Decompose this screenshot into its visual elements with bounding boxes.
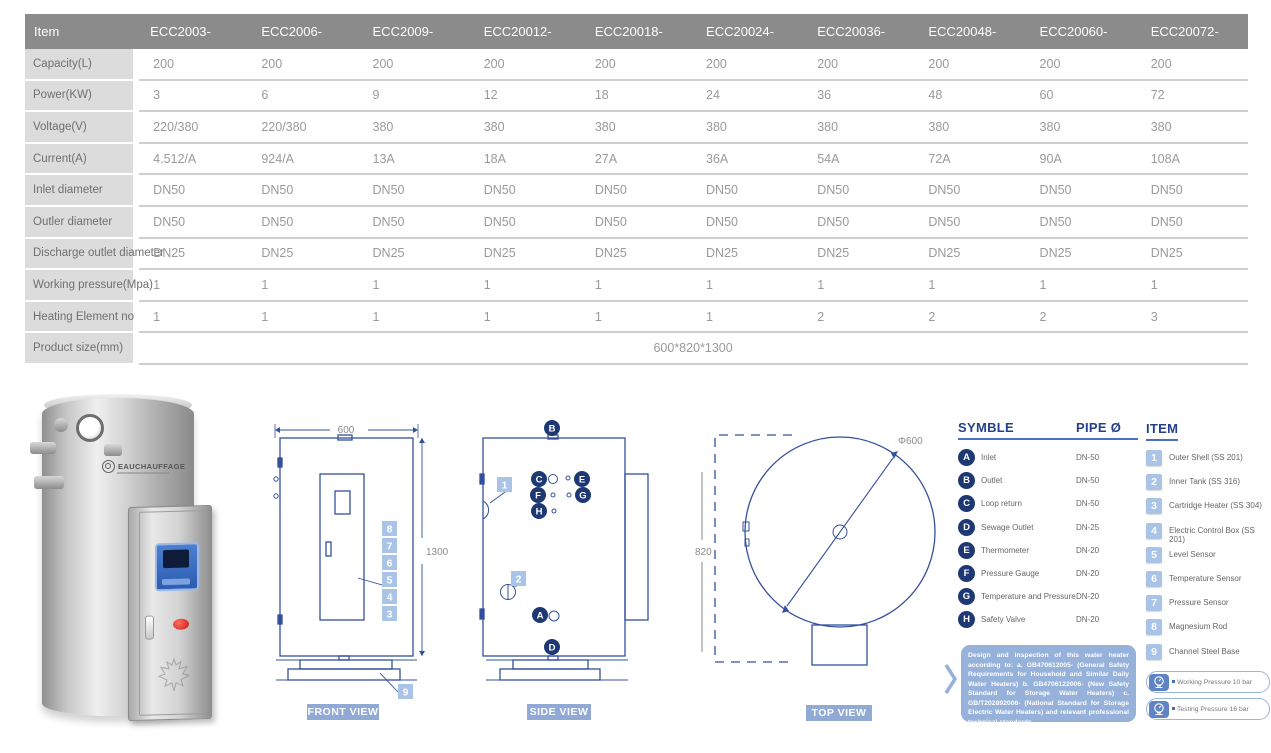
- symbol-legend: [958, 420, 1144, 635]
- table-cell: DN25: [1039, 246, 1072, 261]
- table-cell: 1: [706, 277, 713, 292]
- table-cell: 1: [372, 309, 380, 324]
- symbol-badge: C: [958, 495, 975, 512]
- table-cell: 1: [928, 277, 936, 292]
- legend-symbol-row: [958, 611, 1076, 634]
- table-cell: 72: [1150, 88, 1165, 103]
- table-cell: 1: [483, 309, 491, 324]
- table-cell: DN50: [1039, 183, 1072, 198]
- table-cell: 200: [153, 56, 175, 71]
- legend-symbol-row: [958, 519, 1076, 542]
- table-cell: DN50: [261, 183, 294, 198]
- table-cell: 600*820*1300: [653, 341, 733, 356]
- table-row: [25, 206, 1248, 238]
- table-row: [25, 332, 1248, 364]
- pressure-badge-label: Working Pressure 10 bar: [1172, 679, 1252, 686]
- note-chevron-icon: [944, 663, 958, 695]
- symbol-label: Pressure Gauge: [981, 568, 1040, 578]
- spec-table: [25, 14, 1248, 365]
- table-cell: DN25: [594, 246, 627, 261]
- col-header-model: ECC20018-: [594, 24, 663, 39]
- table-row: [25, 143, 1248, 175]
- table-cell: 4.512/A: [153, 151, 197, 166]
- port-F: F: [535, 490, 541, 502]
- item-label: Outer Shell (SS 201): [1169, 453, 1243, 462]
- symbol-label: Outlet: [981, 476, 1003, 486]
- item-number-chip: 2: [1146, 474, 1162, 490]
- brand-name: EAUCHAUFFAGE: [118, 462, 186, 471]
- table-row: [25, 174, 1248, 206]
- legend-symbol-row: [958, 542, 1076, 565]
- table-cell: 380: [706, 119, 727, 134]
- legend-symbol-row: [958, 472, 1076, 495]
- table-cell: 1: [594, 277, 602, 292]
- table-cell: 1: [817, 277, 825, 292]
- item-label: Inner Tank (SS 316): [1169, 477, 1241, 487]
- table-cell: DN50: [817, 214, 850, 229]
- table-cell: 2: [928, 309, 936, 324]
- item-label: Cartridge Heater (SS 304): [1169, 501, 1262, 511]
- pressure-badge: [1146, 698, 1270, 720]
- table-cell: DN25: [483, 246, 516, 261]
- row-label: Current(A): [25, 143, 136, 175]
- table-cell: DN50: [817, 183, 850, 198]
- callout-6: 6: [386, 557, 393, 570]
- side-port-markers: [530, 420, 591, 655]
- item-number-chip: 7: [1146, 595, 1162, 611]
- table-cell: 54A: [817, 151, 840, 166]
- table-cell: 60: [1039, 88, 1054, 103]
- table-cell: 1: [706, 309, 713, 324]
- table-header-row: [25, 14, 1248, 49]
- table-cell: 72A: [928, 151, 951, 166]
- pipe-value: DN-20: [1076, 615, 1100, 625]
- symbol-badge: G: [958, 588, 975, 605]
- table-cell: 380: [1039, 119, 1061, 134]
- table-cell: DN50: [153, 183, 186, 198]
- callout-5: 5: [386, 574, 393, 587]
- table-cell: DN25: [706, 246, 738, 261]
- pressure-badge: [1146, 671, 1270, 693]
- table-cell: 1: [594, 309, 602, 324]
- control-display: [155, 542, 199, 591]
- table-cell: 924/A: [261, 151, 295, 166]
- pipe-value: DN-20: [1076, 545, 1100, 555]
- item-label: Pressure Sensor: [1169, 598, 1229, 608]
- symbol-badge: A: [958, 449, 975, 466]
- symbol-label: Inlet: [981, 453, 997, 462]
- table-cell: 108A: [1150, 151, 1180, 166]
- legend-item-row: [1146, 450, 1270, 474]
- legend-item-row: [1146, 619, 1270, 643]
- pipe-fitting-icon: [34, 476, 64, 489]
- maple-leaf-icon: [157, 656, 191, 693]
- col-header-model: ECC20012-: [483, 24, 552, 39]
- symbol-label: Safety Valve: [981, 615, 1026, 625]
- table-cell: 3: [153, 88, 161, 103]
- legend-symbol-row: [958, 588, 1076, 611]
- symbol-badge: H: [958, 611, 975, 628]
- table-cell: 380: [817, 119, 839, 134]
- front-view-label: FRONT VIEW: [307, 706, 379, 718]
- gauge-icon: [1149, 674, 1169, 691]
- display-screen: [163, 550, 189, 569]
- table-cell: 200: [1039, 56, 1061, 71]
- pipe-value: DN-20: [1076, 568, 1100, 578]
- table-cell: DN50: [483, 214, 516, 229]
- front-callout-chips: [382, 521, 413, 699]
- table-cell: 1: [483, 277, 491, 292]
- table-row: [25, 301, 1248, 333]
- side-callout-chips: [497, 477, 526, 586]
- table-cell: DN50: [372, 183, 405, 198]
- table-cell: 18A: [483, 151, 506, 166]
- legend-item-row: [1146, 474, 1270, 498]
- legend-item-row: [1146, 523, 1270, 547]
- table-cell: 200: [483, 56, 505, 71]
- table-cell: DN50: [261, 214, 294, 229]
- symbol-label: Thermometer: [981, 545, 1030, 555]
- table-cell: DN25: [261, 246, 294, 261]
- port-E: E: [578, 474, 586, 486]
- legend-item-row: [1146, 571, 1270, 595]
- standards-note: Design and inspection of this water heater according to: a. GB470612005- (General Safety Requirements for Household and Similar Daily Water Heaters) b. GB4706122006- (New Safety Standard for Storage Water Heaters) c. GB/T202892006- (National Standard for Storage Electric Water Heaters) and relevant professional technical standards.: [961, 645, 1136, 722]
- col-header-model: ECC2009-: [372, 24, 434, 39]
- table-cell: 200: [1150, 56, 1172, 71]
- table-cell: DN50: [153, 214, 186, 229]
- table-cell: 200: [261, 56, 283, 71]
- table-cell: 18: [594, 88, 609, 103]
- table-cell: 1: [1039, 277, 1047, 292]
- symbol-badge: E: [958, 542, 975, 559]
- table-cell: 27A: [594, 151, 618, 166]
- row-label: Power(KW): [25, 80, 136, 112]
- table-cell: 380: [928, 119, 950, 134]
- symbol-label: Temperature and Pressure: [981, 592, 1076, 602]
- pressure-badges: [1146, 671, 1270, 720]
- symble-heading: SYMBLE: [958, 420, 1076, 440]
- table-cell: DN25: [153, 246, 186, 261]
- display-buttons: [162, 578, 190, 585]
- port-B: B: [548, 423, 556, 435]
- table-cell: DN25: [1150, 246, 1183, 261]
- port-C: C: [535, 474, 543, 486]
- callout-8: 8: [386, 523, 393, 536]
- item-number-chip: 5: [1146, 547, 1162, 563]
- item-label: Channel Steel Base: [1169, 646, 1240, 656]
- legend-item-row: [1146, 547, 1270, 571]
- table-cell: 1: [1150, 277, 1158, 292]
- table-cell: DN25: [817, 246, 850, 261]
- symbol-badge: D: [958, 519, 975, 536]
- pipe-fitting-icon: [104, 444, 122, 456]
- side-view-drawing: [478, 412, 683, 697]
- col-header-item: Item: [34, 24, 60, 39]
- item-label: Magnesium Rod: [1169, 622, 1228, 632]
- col-header-model: ECC20036-: [817, 24, 886, 39]
- table-cell: DN50: [372, 214, 405, 229]
- row-label: Voltage(V): [25, 111, 136, 143]
- col-header-model: ECC20060-: [1039, 24, 1108, 39]
- legend-symbol-row: [958, 449, 1076, 472]
- col-header-model: ECC20072-: [1150, 24, 1219, 39]
- pipe-value: DN-25: [1076, 522, 1100, 532]
- table-cell: DN50: [706, 183, 738, 198]
- legend-item-row: [1146, 498, 1270, 522]
- table-cell: 380: [594, 119, 616, 134]
- table-cell: 220/380: [261, 119, 307, 134]
- table-cell: 200: [372, 56, 394, 71]
- col-header-model: ECC20024-: [706, 24, 774, 39]
- table-cell: 12: [483, 88, 498, 103]
- table-row: [25, 238, 1248, 270]
- row-label: Heating Element no: [25, 301, 136, 333]
- table-row: [25, 269, 1248, 301]
- table-cell: 1: [261, 277, 269, 292]
- item-number-chip: 3: [1146, 498, 1162, 514]
- callout-3: 3: [386, 608, 393, 621]
- top-diameter-dim: Φ600: [898, 436, 923, 447]
- table-row: [25, 80, 1248, 112]
- row-label: Product size(mm): [25, 332, 136, 364]
- col-header-model: ECC2003-: [150, 24, 211, 39]
- table-cell: DN50: [594, 214, 627, 229]
- item-number-chip: 8: [1146, 619, 1162, 635]
- pipe-value: DN-50: [1076, 453, 1100, 462]
- pipe-value: DN-20: [1076, 592, 1100, 602]
- item-legend: [1146, 420, 1270, 668]
- front-height-dim: 1300: [426, 547, 449, 558]
- table-cell: 48: [928, 88, 943, 103]
- brand-logo-icon: [102, 460, 115, 473]
- row-label: Inlet diameter: [25, 174, 136, 206]
- symbol-badge: F: [958, 565, 975, 582]
- table-cell: 200: [594, 56, 616, 71]
- table-cell: 9: [372, 88, 380, 103]
- table-cell: 220/380: [153, 119, 199, 134]
- legend-symbol-row: [958, 565, 1076, 588]
- callout-4: 4: [386, 591, 393, 604]
- table-cell: 3: [1150, 309, 1158, 324]
- table-cell: 1: [153, 309, 161, 324]
- pipe-value: DN-50: [1076, 476, 1100, 486]
- table-cell: 90A: [1039, 151, 1062, 166]
- table-cell: DN50: [928, 183, 961, 198]
- table-cell: 200: [817, 56, 839, 71]
- brand-tagline-rule: [117, 472, 169, 474]
- callout-7: 7: [386, 540, 393, 553]
- table-row: [25, 49, 1248, 80]
- table-cell: DN50: [1150, 183, 1183, 198]
- col-header-model: ECC2006-: [261, 24, 323, 39]
- table-cell: 36A: [706, 151, 729, 166]
- table-cell: 200: [706, 56, 727, 71]
- callout-2: 2: [515, 573, 522, 586]
- door-handle: [145, 615, 154, 639]
- pressure-badge-label: Testing Pressure 16 bar: [1172, 706, 1249, 713]
- table-cell: DN50: [928, 214, 961, 229]
- front-width-dim: 600: [337, 425, 355, 436]
- table-cell: 24: [706, 88, 720, 103]
- pipe-fitting-icon: [30, 442, 56, 454]
- table-cell: 200: [928, 56, 950, 71]
- port-H: H: [535, 506, 543, 518]
- legend-symbol-row: [958, 495, 1076, 518]
- port-G: G: [579, 490, 587, 502]
- table-cell: 1: [153, 277, 161, 292]
- legend-item-row: [1146, 595, 1270, 619]
- top-view-label: TOP VIEW: [806, 705, 872, 721]
- item-label: Temperature Sensor: [1169, 573, 1242, 583]
- pipe-heading: PIPE Ø: [1076, 420, 1138, 440]
- port-D: D: [548, 642, 556, 654]
- item-number-chip: 1: [1146, 450, 1162, 466]
- pressure-gauge-icon: [76, 414, 104, 442]
- row-label: Outler diameter: [25, 206, 136, 238]
- table-cell: 380: [1150, 119, 1172, 134]
- side-view-label: SIDE VIEW: [527, 704, 591, 720]
- table-cell: DN25: [372, 246, 405, 261]
- symbol-label: Sewage Outlet: [981, 522, 1034, 532]
- item-number-chip: 4: [1146, 523, 1162, 539]
- pipe-fitting-icon: [54, 418, 68, 432]
- symbol-label: Loop return: [981, 499, 1022, 509]
- table-cell: 2: [817, 309, 825, 324]
- callout-1: 1: [501, 479, 508, 492]
- table-cell: 13A: [372, 151, 395, 166]
- gauge-icon: [1149, 701, 1169, 718]
- table-cell: DN50: [594, 183, 627, 198]
- row-label: Working pressure(Mpa): [25, 269, 136, 301]
- legend-item-row: [1146, 644, 1270, 668]
- table-cell: 2: [1039, 309, 1047, 324]
- product-photo: [30, 388, 240, 738]
- top-view-drawing: [692, 412, 942, 697]
- row-label: Discharge outlet diameter: [25, 238, 136, 270]
- table-cell: 380: [483, 119, 505, 134]
- control-box: [128, 505, 212, 721]
- table-cell: DN50: [1039, 214, 1072, 229]
- table-cell: DN25: [928, 246, 961, 261]
- col-header-model: ECC20048-: [928, 24, 997, 39]
- table-cell: 6: [261, 88, 269, 103]
- table-cell: DN50: [706, 214, 738, 229]
- item-heading: ITEM: [1146, 421, 1178, 441]
- table-cell: 36: [817, 88, 832, 103]
- table-cell: 380: [372, 119, 394, 134]
- front-view-drawing: [272, 412, 464, 704]
- table-cell: DN50: [483, 183, 516, 198]
- table-cell: DN50: [1150, 214, 1183, 229]
- port-A: A: [536, 610, 544, 622]
- row-label: Capacity(L): [25, 49, 136, 80]
- table-cell: 1: [372, 277, 380, 292]
- callout-9: 9: [402, 686, 409, 699]
- table-row: [25, 111, 1248, 143]
- symbol-badge: B: [958, 472, 975, 489]
- item-label: Level Sensor: [1169, 549, 1216, 559]
- top-depth-dim: 820: [695, 547, 712, 558]
- item-number-chip: 9: [1146, 644, 1162, 660]
- table-cell: 1: [261, 309, 269, 324]
- item-label: Electric Control Box (SS 201): [1169, 525, 1255, 545]
- item-number-chip: 6: [1146, 571, 1162, 587]
- pipe-value: DN-50: [1076, 499, 1100, 509]
